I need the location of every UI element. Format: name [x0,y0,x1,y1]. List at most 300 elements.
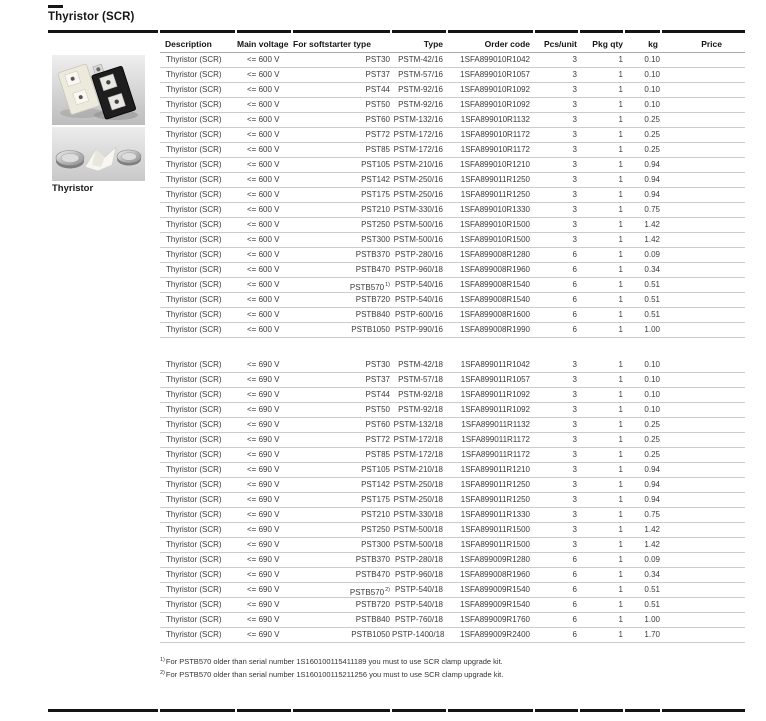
cell-pkg-qty: 1 [618,325,623,334]
cell-main-voltage: <= 600 V [247,325,280,334]
cell-description: Thyristor (SCR) [166,450,222,459]
cell-softstarter-type: PSTB570$^{1)}$ [349,282,390,292]
cell-pcs-unit: 3 [572,235,577,244]
cell-type: PSTP-540/18 [394,585,443,594]
cell-price [662,523,745,537]
cell-kg: 0.75 [644,205,660,214]
cell-pkg-qty: 1 [618,375,623,384]
cell-kg: 0.10 [644,55,660,64]
cell-price [662,388,745,402]
cell-kg: 0.10 [644,390,660,399]
cell-order-code: 1SFA899010R1210 [460,160,530,169]
table-row [160,478,745,493]
cell-description: Thyristor (SCR) [166,570,222,579]
cell-softstarter-type: PST142 [361,175,390,184]
cell-softstarter-type: PST142 [361,480,390,489]
cell-description: Thyristor (SCR) [166,280,222,289]
cell-order-code: 1SFA899008R1540 [460,295,530,304]
cell-softstarter-type: PST210 [361,510,390,519]
cell-type: PSTM-330/16 [393,205,443,214]
cell-type: PSTP-960/18 [394,570,443,579]
cell-order-code: 1SFA899011R1210 [460,465,530,474]
cell-price [662,233,745,247]
cell-order-code: 1SFA899010R1172 [460,145,530,154]
cell-pkg-qty: 1 [618,555,623,564]
footnote-marker: 1) [385,282,390,288]
cell-pkg-qty: 1 [618,510,623,519]
cell-softstarter-type: PST175 [361,190,390,199]
cell-order-code: 1SFA899008R1280 [460,250,530,259]
table-row [160,553,745,568]
table-row [160,418,745,433]
cell-type: PSTP-540/16 [394,295,443,304]
cell-pcs-unit: 3 [572,390,577,399]
cell-description: Thyristor (SCR) [166,405,222,414]
thyristor-modules-photo [52,55,145,125]
cell-main-voltage: <= 600 V [247,145,280,154]
cell-kg: 0.75 [644,510,660,519]
cell-softstarter-type: PSTB1050 [351,325,390,334]
cell-softstarter-type: PST50 [365,405,390,414]
cell-pkg-qty: 1 [618,630,623,639]
table-row [160,188,745,203]
cell-pcs-unit: 6 [572,310,577,319]
cell-kg: 0.51 [644,600,660,609]
cell-kg: 0.94 [644,465,660,474]
cell-kg: 0.25 [644,130,660,139]
cell-kg: 0.09 [644,555,660,564]
cell-price [662,248,745,262]
cell-order-code: 1SFA899011R1057 [460,375,530,384]
cell-order-code: 1SFA899009R1540 [460,600,530,609]
cell-main-voltage: <= 690 V [247,405,280,414]
cell-pcs-unit: 3 [572,190,577,199]
cell-description: Thyristor (SCR) [166,495,222,504]
table-section-600v [160,53,745,338]
cell-pkg-qty: 1 [618,465,623,474]
table-row [160,448,745,463]
cell-order-code: 1SFA899011R1132 [461,420,530,429]
cell-pcs-unit: 3 [572,100,577,109]
cell-softstarter-type: PSTB840 [355,310,390,319]
cell-main-voltage: <= 600 V [247,295,280,304]
cell-description: Thyristor (SCR) [166,465,222,474]
cell-pcs-unit: 6 [572,570,577,579]
table-row [160,358,745,373]
cell-pkg-qty: 1 [618,540,623,549]
cell-type: PSTM-42/16 [398,55,443,64]
cell-pcs-unit: 6 [572,555,577,564]
cell-pkg-qty: 1 [618,525,623,534]
cell-softstarter-type: PSTB720 [355,600,390,609]
cell-type: PSTM-500/16 [393,220,443,229]
cell-order-code: 1SFA899010R1092 [460,100,530,109]
cell-kg: 0.10 [644,100,660,109]
cell-type: PSTM-172/16 [393,130,443,139]
cell-kg: 0.51 [644,310,660,319]
cell-pkg-qty: 1 [618,145,623,154]
cell-pkg-qty: 1 [618,235,623,244]
cell-pkg-qty: 1 [618,420,623,429]
cell-price [662,188,745,202]
cell-description: Thyristor (SCR) [166,220,222,229]
cell-description: Thyristor (SCR) [166,190,222,199]
table-row [160,373,745,388]
cell-description: Thyristor (SCR) [166,100,222,109]
table-row [160,248,745,263]
table-row [160,388,745,403]
cell-softstarter-type: PSTB370 [355,250,390,259]
cell-kg: 0.25 [644,420,660,429]
header-pkg-qty: Pkg qty [592,39,623,49]
table-row [160,493,745,508]
cell-type: PSTM-500/16 [393,235,443,244]
cell-type: PSTP-990/16 [394,325,443,334]
cell-order-code: 1SFA899010R1092 [460,85,530,94]
cell-price [662,568,745,582]
cell-kg: 0.51 [644,585,660,594]
cell-pkg-qty: 1 [618,495,623,504]
footnote-2-marker: 2) [160,669,165,676]
cell-description: Thyristor (SCR) [166,235,222,244]
cell-kg: 1.42 [644,220,660,229]
cell-description: Thyristor (SCR) [166,130,222,139]
table-row [160,218,745,233]
cell-softstarter-type: PST175 [361,495,390,504]
cell-pcs-unit: 6 [572,615,577,624]
cell-description: Thyristor (SCR) [166,540,222,549]
table-row [160,613,745,628]
cell-main-voltage: <= 690 V [247,510,280,519]
cell-price [662,628,745,642]
cell-price [662,403,745,417]
cell-main-voltage: <= 690 V [247,585,280,594]
cell-type: PSTP-540/16 [394,280,443,289]
cell-softstarter-type: PST44 [365,390,390,399]
footnote-1 [160,655,503,668]
cell-main-voltage: <= 600 V [247,70,280,79]
cell-pcs-unit: 3 [572,375,577,384]
title-dash [48,5,63,8]
cell-price [662,598,745,612]
cell-description: Thyristor (SCR) [166,175,222,184]
cell-softstarter-type: PSTB570$^{2)}$ [349,587,390,597]
cell-softstarter-type: PST30 [365,360,390,369]
cell-type: PSTM-172/18 [393,450,443,459]
cell-order-code: 1SFA899011R1500 [460,525,530,534]
cell-pkg-qty: 1 [618,205,623,214]
table-row [160,113,745,128]
cell-pkg-qty: 1 [618,615,623,624]
footnote-2 [160,668,503,681]
cell-price [662,113,745,127]
cell-main-voltage: <= 690 V [247,420,280,429]
cell-order-code: 1SFA899011R1250 [460,190,530,199]
cell-pcs-unit: 3 [572,480,577,489]
cell-main-voltage: <= 690 V [247,435,280,444]
cell-kg: 1.42 [644,235,660,244]
cell-description: Thyristor (SCR) [166,115,222,124]
cell-pcs-unit: 6 [572,280,577,289]
cell-description: Thyristor (SCR) [166,480,222,489]
cell-description: Thyristor (SCR) [166,250,222,259]
cell-description: Thyristor (SCR) [166,160,222,169]
cell-softstarter-type: PST44 [365,85,390,94]
table-row [160,403,745,418]
cell-kg: 0.25 [644,145,660,154]
cell-order-code: 1SFA899009R2400 [460,630,530,639]
table-row [160,463,745,478]
cell-type: PSTM-250/16 [393,175,443,184]
cell-kg: 1.42 [644,525,660,534]
cell-price [662,478,745,492]
cell-pkg-qty: 1 [618,310,623,319]
cell-type: PSTM-172/18 [393,435,443,444]
cell-order-code: 1SFA899009R1760 [460,615,530,624]
cell-softstarter-type: PST300 [361,540,390,549]
cell-order-code: 1SFA899011R1250 [460,495,530,504]
cell-price [662,98,745,112]
cell-softstarter-type: PST60 [365,115,390,124]
cell-pcs-unit: 3 [572,145,577,154]
table-row [160,278,745,293]
next-table-top-rule [48,709,745,712]
cell-description: Thyristor (SCR) [166,525,222,534]
cell-softstarter-type: PST50 [365,100,390,109]
cell-kg: 0.94 [644,160,660,169]
cell-type: PSTM-250/18 [393,495,443,504]
cell-pcs-unit: 3 [572,205,577,214]
cell-softstarter-type: PST72 [365,130,390,139]
cell-pcs-unit: 3 [572,115,577,124]
cell-pcs-unit: 6 [572,630,577,639]
cell-softstarter-type: PST30 [365,55,390,64]
cell-main-voltage: <= 600 V [247,175,280,184]
cell-pcs-unit: 3 [572,70,577,79]
cell-pkg-qty: 1 [618,600,623,609]
table-row [160,293,745,308]
page-title: Thyristor (SCR) [48,11,135,23]
table-row [160,143,745,158]
cell-main-voltage: <= 600 V [247,280,280,289]
cell-order-code: 1SFA899011R1330 [460,510,530,519]
cell-kg: 0.51 [644,280,660,289]
cell-pkg-qty: 1 [618,570,623,579]
cell-type: PSTM-132/16 [393,115,443,124]
footnote-1-text: For PSTB570 older than serial number 1S160100115411189 you must to use SCR clamp upgrade kit. [165,657,503,666]
table-row [160,568,745,583]
cell-kg: 0.94 [644,480,660,489]
cell-pcs-unit: 6 [572,250,577,259]
cell-kg: 1.42 [644,540,660,549]
header-type: Type [423,39,443,49]
cell-pkg-qty: 1 [618,480,623,489]
cell-pcs-unit: 6 [572,265,577,274]
cell-description: Thyristor (SCR) [166,85,222,94]
cell-pcs-unit: 3 [572,495,577,504]
cell-price [662,463,745,477]
cell-type: PSTM-57/18 [398,375,443,384]
cell-pkg-qty: 1 [618,585,623,594]
cell-description: Thyristor (SCR) [166,390,222,399]
cell-softstarter-type: PSTB720 [355,295,390,304]
table-row [160,173,745,188]
cell-main-voltage: <= 690 V [247,450,280,459]
cell-price [662,553,745,567]
cell-price [662,508,745,522]
cell-description: Thyristor (SCR) [166,360,222,369]
cell-pcs-unit: 3 [572,55,577,64]
cell-pcs-unit: 3 [572,450,577,459]
cell-pkg-qty: 1 [618,70,623,79]
cell-order-code: 1SFA899010R1500 [460,235,530,244]
cell-main-voltage: <= 690 V [247,570,280,579]
cell-main-voltage: <= 600 V [247,160,280,169]
cell-order-code: 1SFA899010R1132 [460,115,530,124]
cell-description: Thyristor (SCR) [166,555,222,564]
cell-softstarter-type: PST37 [365,375,390,384]
cell-order-code: 1SFA899009R1540 [460,585,530,594]
cell-pkg-qty: 1 [618,265,623,274]
cell-description: Thyristor (SCR) [166,295,222,304]
cell-description: Thyristor (SCR) [166,70,222,79]
cell-type: PSTP-280/18 [394,555,443,564]
footnote-marker: 2) [385,587,390,593]
cell-description: Thyristor (SCR) [166,420,222,429]
header-pcs-unit: Pcs/unit [543,39,577,49]
cell-pcs-unit: 3 [572,525,577,534]
table-row [160,433,745,448]
table-row [160,583,745,598]
cell-pkg-qty: 1 [618,435,623,444]
cell-main-voltage: <= 600 V [247,130,280,139]
cell-kg: 0.94 [644,190,660,199]
cell-kg: 1.00 [644,615,660,624]
cell-type: PSTM-92/16 [398,85,443,94]
table-row [160,523,745,538]
cell-type: PSTM-330/18 [393,510,443,519]
cell-type: PSTP-960/18 [394,265,443,274]
cell-pcs-unit: 3 [572,220,577,229]
cell-pcs-unit: 3 [572,420,577,429]
cell-kg: 0.10 [644,360,660,369]
cell-pkg-qty: 1 [618,390,623,399]
header-kg: kg [648,39,658,49]
cell-softstarter-type: PSTB1050 [351,630,390,639]
cell-kg: 0.10 [644,375,660,384]
table-row [160,203,745,218]
cell-pkg-qty: 1 [618,220,623,229]
table-row [160,598,745,613]
cell-main-voltage: <= 600 V [247,100,280,109]
cell-softstarter-type: PST250 [361,525,390,534]
cell-description: Thyristor (SCR) [166,510,222,519]
cell-main-voltage: <= 690 V [247,465,280,474]
cell-pkg-qty: 1 [618,85,623,94]
table-row [160,68,745,83]
cell-order-code: 1SFA899010R1057 [460,70,530,79]
header-order-code: Order code [484,39,530,49]
cell-softstarter-type: PST85 [365,145,390,154]
cell-price [662,53,745,67]
cell-main-voltage: <= 600 V [247,85,280,94]
cell-price [662,493,745,507]
cell-description: Thyristor (SCR) [166,375,222,384]
cell-type: PSTM-92/18 [398,405,443,414]
cell-price [662,613,745,627]
cell-price [662,203,745,217]
table-section-690v [160,358,745,643]
cell-order-code: 1SFA899008R1600 [460,310,530,319]
cell-price [662,128,745,142]
cell-kg: 1.00 [644,325,660,334]
cell-softstarter-type: PST210 [361,205,390,214]
cell-pcs-unit: 3 [572,360,577,369]
table-row [160,98,745,113]
cell-order-code: 1SFA899010R1330 [460,205,530,214]
cell-pcs-unit: 3 [572,130,577,139]
table-row [160,263,745,278]
cell-main-voltage: <= 690 V [247,375,280,384]
cell-price [662,293,745,307]
cell-price [662,68,745,82]
cell-type: PSTM-57/16 [398,70,443,79]
cell-type: PSTP-540/18 [394,600,443,609]
cell-softstarter-type: PST250 [361,220,390,229]
cell-pkg-qty: 1 [618,130,623,139]
cell-order-code: 1SFA899011R1092 [460,405,530,414]
cell-order-code: 1SFA899011R1172 [461,450,530,459]
cell-main-voltage: <= 690 V [247,495,280,504]
cell-pkg-qty: 1 [618,190,623,199]
cell-price [662,308,745,322]
cell-pkg-qty: 1 [618,295,623,304]
cell-main-voltage: <= 690 V [247,555,280,564]
cell-kg: 0.25 [644,450,660,459]
cell-price [662,538,745,552]
cell-kg: 0.10 [644,85,660,94]
cell-pkg-qty: 1 [618,405,623,414]
cell-order-code: 1SFA899009R1280 [460,555,530,564]
cell-order-code: 1SFA899010R1500 [460,220,530,229]
table-row [160,128,745,143]
cell-pcs-unit: 3 [572,435,577,444]
cell-order-code: 1SFA899011R1042 [460,360,530,369]
cell-pcs-unit: 3 [572,85,577,94]
cell-pkg-qty: 1 [618,250,623,259]
cell-description: Thyristor (SCR) [166,630,222,639]
cell-price [662,83,745,97]
cell-description: Thyristor (SCR) [166,145,222,154]
table-row [160,83,745,98]
cell-order-code: 1SFA899011R1092 [460,390,530,399]
cell-price [662,418,745,432]
cell-kg: 0.10 [644,405,660,414]
cell-type: PSTP-760/18 [394,615,443,624]
cell-pkg-qty: 1 [618,100,623,109]
table-row [160,323,745,338]
cell-pkg-qty: 1 [618,360,623,369]
cell-kg: 1.70 [644,630,660,639]
cell-pcs-unit: 3 [572,510,577,519]
cell-price [662,448,745,462]
cell-price [662,173,745,187]
cell-description: Thyristor (SCR) [166,325,222,334]
cell-main-voltage: <= 600 V [247,265,280,274]
cell-description: Thyristor (SCR) [166,435,222,444]
cell-main-voltage: <= 690 V [247,540,280,549]
footnotes [160,655,503,680]
